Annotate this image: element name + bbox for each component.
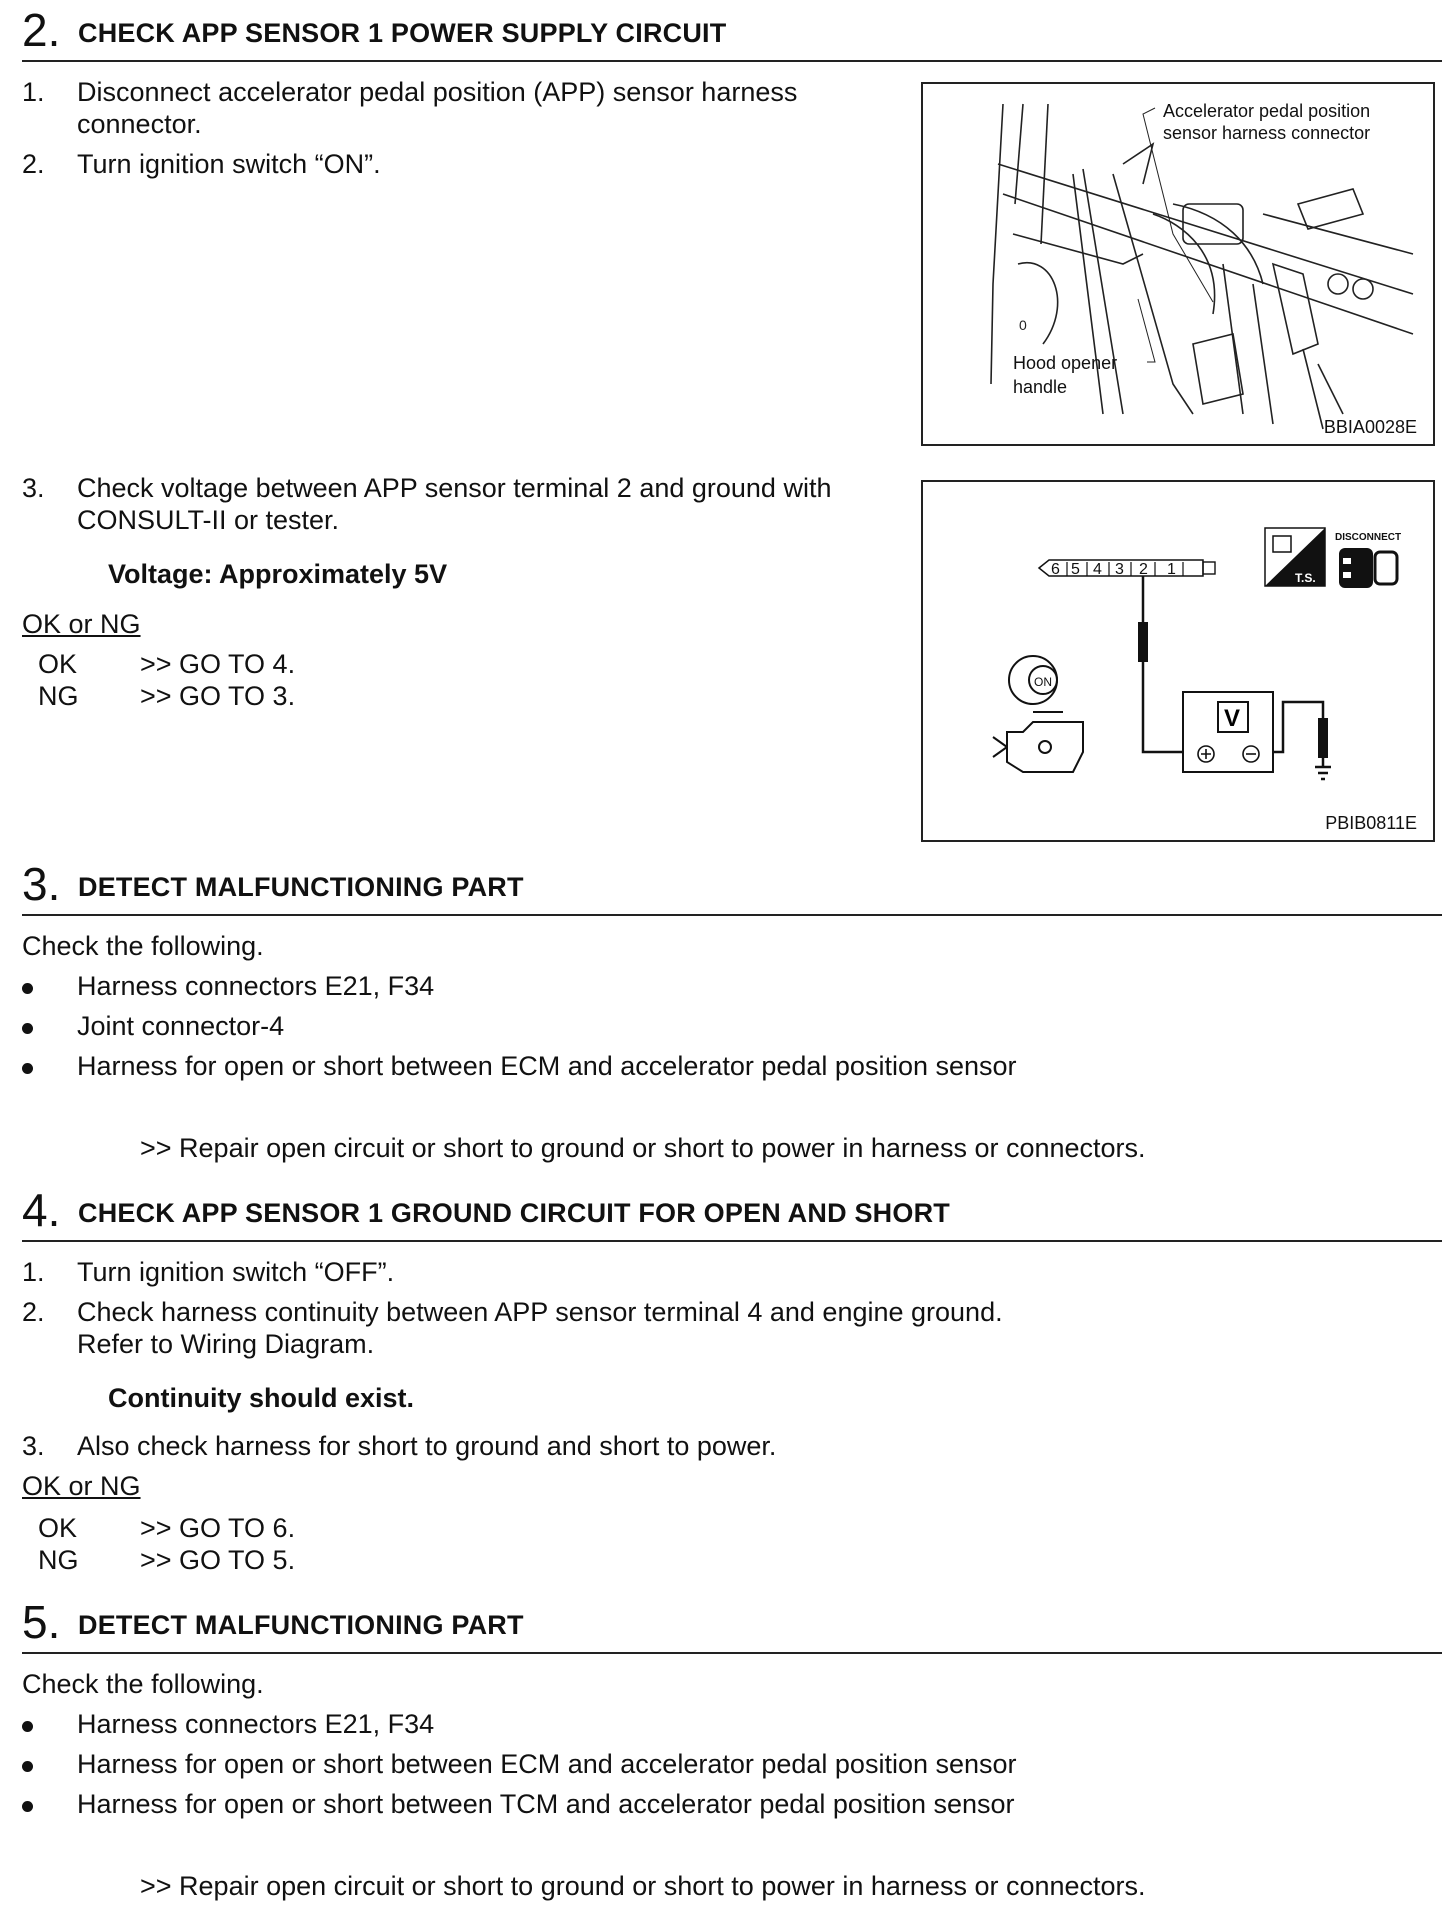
step3-header [22, 860, 1442, 908]
step4-rule [22, 1240, 1442, 1242]
step4-ok-label: OK [38, 1513, 78, 1543]
step2-item1-line1: Disconnect accelerator pedal position (APP) sensor harness [77, 77, 798, 107]
ts-icon [1265, 528, 1325, 586]
figure1-hood-label-line1: Hood opener [1013, 353, 1118, 373]
step4-ok-ng-label: OK or NG [22, 1471, 141, 1501]
step4-item1-text: Turn ignition switch “OFF”. [77, 1257, 395, 1287]
step3-bullet3: Harness for open or short between ECM and accelerator pedal position sensor [77, 1051, 1017, 1081]
terminal-4: 4 [1093, 561, 1102, 578]
ts-label: T.S. [1295, 571, 1316, 585]
step2-header [22, 6, 1442, 54]
step2-ng-action: >> GO TO 3. [140, 681, 296, 711]
step4-ng-action: >> GO TO 5. [140, 1545, 296, 1575]
step5-bullet-dot [22, 1721, 33, 1732]
terminal-1: 1 [1167, 561, 1176, 578]
step4-item2-line2: Refer to Wiring Diagram. [77, 1329, 375, 1359]
step2-item3-number: 3. [22, 473, 45, 503]
step4-ng-label: NG [38, 1545, 79, 1575]
step5-bullet3: Harness for open or short between TCM and accelerator pedal position sensor [77, 1789, 1015, 1819]
terminal-5: 5 [1071, 561, 1080, 578]
disconnect-icon [1335, 532, 1401, 588]
step4-item2-number: 2. [22, 1297, 45, 1327]
step5-number: 5. [22, 1596, 61, 1648]
step4-header [22, 1186, 1442, 1234]
ignition-key-icon [1009, 656, 1057, 704]
step3-title: DETECT MALFUNCTIONING PART [78, 872, 524, 902]
step4-item3-number: 3. [22, 1431, 45, 1461]
engine-icon [993, 712, 1083, 772]
figure-voltage-check [921, 480, 1435, 842]
step3-bullet-dot [22, 1063, 33, 1074]
step4-item2-line1: Check harness continuity between APP sensor terminal 4 and engine ground. [77, 1297, 1003, 1327]
step5-repair: >> Repair open circuit or short to ground or short to power in harness or connectors. [140, 1871, 1146, 1901]
terminal-2: 2 [1139, 561, 1148, 578]
step3-bullet-dot [22, 983, 33, 994]
step5-bullet2: Harness for open or short between ECM and accelerator pedal position sensor [77, 1749, 1017, 1779]
figure1-hood-label-line2: handle [1013, 377, 1068, 397]
step4-title: CHECK APP SENSOR 1 GROUND CIRCUIT FOR OPEN AND SHORT [78, 1198, 950, 1228]
terminal-3: 3 [1115, 561, 1124, 578]
step3-bullet2: Joint connector-4 [77, 1011, 285, 1041]
meter-label: V [1224, 705, 1241, 732]
step4-item3-text: Also check harness for short to ground and short to power. [77, 1431, 777, 1461]
step2-item3-line2: CONSULT-II or tester. [77, 505, 340, 535]
figure-app-sensor-location [921, 82, 1435, 446]
step2-title: CHECK APP SENSOR 1 POWER SUPPLY CIRCUIT [78, 18, 727, 48]
step2-ng-label: NG [38, 681, 79, 711]
step5-bullet-dot [22, 1761, 33, 1772]
terminal-6: 6 [1051, 561, 1060, 578]
step2-ok-action: >> GO TO 4. [140, 649, 296, 679]
step2-item3-line1: Check voltage between APP sensor terminal 2 and ground with [77, 473, 832, 503]
step2-spec: Voltage: Approximately 5V [108, 559, 448, 589]
step5-header [22, 1598, 1442, 1646]
figure1-connector-label-line1: Accelerator pedal position [1163, 101, 1371, 121]
step4-number: 4. [22, 1184, 61, 1236]
step2-rule [22, 60, 1442, 62]
step2-item2-text: Turn ignition switch “ON”. [77, 149, 381, 179]
step4-ok-action: >> GO TO 6. [140, 1513, 296, 1543]
step4-item1-number: 1. [22, 1257, 45, 1287]
step2-ok-label: OK [38, 649, 78, 679]
step3-repair: >> Repair open circuit or short to ground or short to power in harness or connectors. [140, 1133, 1146, 1163]
step2-item1-line2: connector. [77, 109, 202, 139]
step3-bullet1: Harness connectors E21, F34 [77, 971, 435, 1001]
voltage-check-diagram [923, 482, 1433, 840]
step3-intro: Check the following. [22, 931, 264, 961]
step2-ok-ng-label: OK or NG [22, 609, 141, 639]
step5-bullet-dot [22, 1801, 33, 1812]
step5-rule [22, 1652, 1442, 1654]
step2-number: 2. [22, 4, 61, 56]
key-on-label: ON [1034, 675, 1052, 689]
svg-text:0: 0 [1019, 317, 1027, 333]
step2-item2-number: 2. [22, 149, 45, 179]
figure2-code: PBIB0811E [1325, 813, 1417, 833]
step3-rule [22, 914, 1442, 916]
figure1-code: BBIA0028E [1323, 417, 1417, 437]
step3-bullet-dot [22, 1023, 33, 1034]
step4-spec: Continuity should exist. [108, 1383, 415, 1413]
step5-bullet1: Harness connectors E21, F34 [77, 1709, 435, 1739]
step3-number: 3. [22, 858, 61, 910]
disconnect-label: DISCONNECT [1335, 532, 1402, 543]
step5-intro: Check the following. [22, 1669, 264, 1699]
step5-title: DETECT MALFUNCTIONING PART [78, 1610, 524, 1640]
step2-item1-number: 1. [22, 77, 45, 107]
figure1-connector-label-line2: sensor harness connector [1163, 123, 1371, 143]
